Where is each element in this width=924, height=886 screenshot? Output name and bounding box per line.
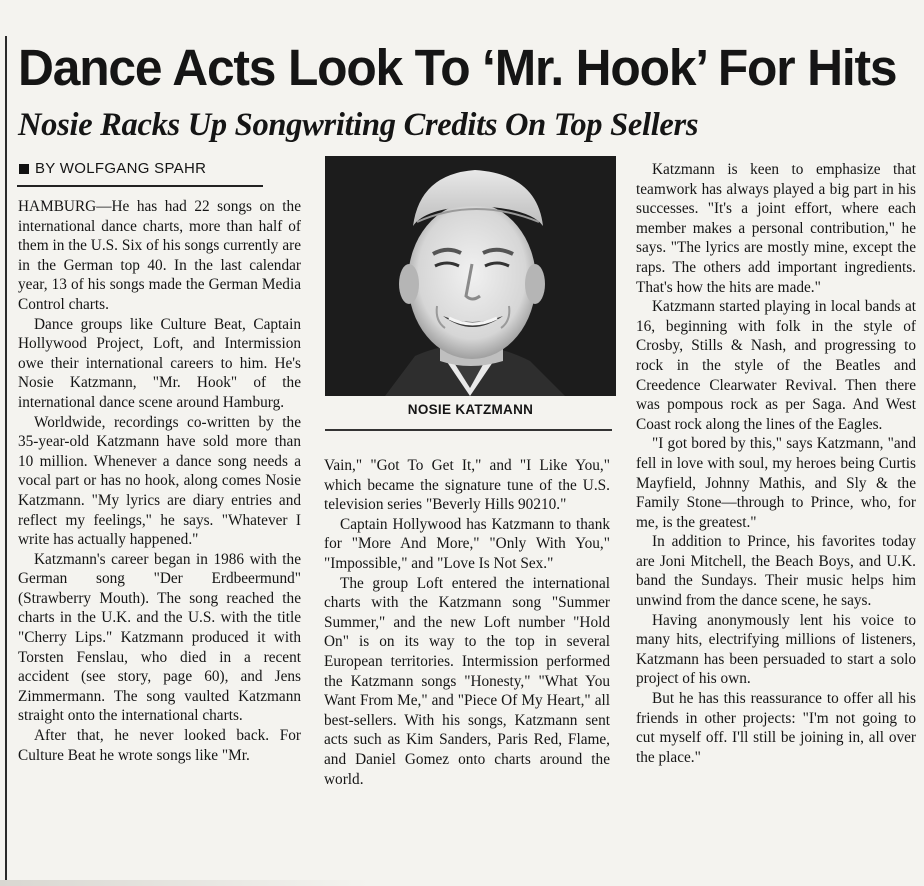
paragraph: In addition to Prince, his favorites today are Joni Mitchell, the Beach Boys, and U.K. band the Sundays. Their music helps him unwind from the dance scene, he says. <box>636 533 916 610</box>
paragraph: Katzmann's career began in 1986 with the German song "Der Erdbeermund" (Strawberry Mouth). The song reached the charts in the U.K. and the U.S. with the title "Cherry Lips." Katzmann produced it with Torsten Fenslau, who died in a recent accident (see story, page 60), and Jens Zimmermann. The song vaulted Katzmann straight onto the international charts. <box>18 550 301 725</box>
article-column-2 <box>324 456 610 789</box>
byline-square-icon <box>19 164 29 174</box>
portrait-photo <box>325 156 616 396</box>
paragraph: Vain," "Got To Get It," and "I Like You," which became the signature tune of the U.S. television series "Beverly Hills 90210." <box>324 457 610 514</box>
portrait-photo-graphic <box>325 156 616 396</box>
article-column-3 <box>636 160 916 767</box>
paragraph: Having anonymously lent his voice to many hits, electrifying millions of listeners, Katzmann has been persuaded to start a solo project of his own. <box>636 611 916 688</box>
page-edge <box>0 880 924 886</box>
paragraph: Katzmann started playing in local bands at 16, beginning with folk in the style of Crosby, Stills & Nash, and progressing to rock in the style of the Beatles and Creedence Clearwater Revival. Then there was pompous rock as per Saga. And West Coast rock along the lines of the Eagles. <box>636 298 916 433</box>
paragraph: Dance groups like Culture Beat, Captain Hollywood Project, Loft, and Intermission owe their international careers to him. He's Nosie Katzmann, "Mr. Hook" of the international dance scene around Hamburg. <box>18 315 301 411</box>
paragraph: HAMBURG—He has had 22 songs on the international dance charts, more than half of them in the U.S. Six of his songs currently are in the German top 40. In the last calendar year, 13 of his songs made the German Media Control charts. <box>18 198 301 313</box>
headline: Dance Acts Look To ‘Mr. Hook’ For Hits <box>18 39 897 96</box>
paragraph: The group Loft entered the international charts with the Katzmann song "Summer Summer," and the new Loft number "Hold On" is on its way to the top in several European territories. Intermission performed the Katzmann songs "Honesty," "What You Want From Me," and "Piece Of My Heart," all best-sellers. With his songs, Katzmann sent acts such as Kim Sanders, Paris Red, Flame, and Daniel Gomez onto charts around the world. <box>324 574 610 788</box>
article-column-1 <box>18 197 301 765</box>
paragraph: Worldwide, recordings co-written by the 35-year-old Katzmann have sold more than 10 million. Whenever a dance song needs a vocal part or has no hook, along comes Nosie Katzmann. "My lyrics are diary entries and reflect my feelings," he says. "Whatever I write has actually happened." <box>18 413 301 549</box>
byline <box>19 159 206 179</box>
caption-rule <box>325 429 612 431</box>
paragraph: Katzmann is keen to emphasize that teamwork has always played a big part in his successes. "It's a joint effort, where each member makes a personal contribution," he says. "The lyrics are mostly mine, except the raps. The others add important ingredients. That's how the hits are made." <box>636 161 916 296</box>
byline-rule <box>17 185 263 187</box>
paragraph: After that, he never looked back. For Culture Beat he wrote songs like "Mr. <box>18 727 301 764</box>
column-rule <box>5 36 7 886</box>
paragraph: Captain Hollywood has Katzmann to thank for "More And More," "Only With You," "Impossible," and "Love Is Not Sex." <box>324 515 610 572</box>
byline-text: BY WOLFGANG SPAHR <box>35 160 207 177</box>
paragraph: But he has this reassurance to offer all his friends in other projects: "I'm not going to cut myself off. I'll still be joining in, all over the place." <box>636 690 916 766</box>
photo-caption: NOSIE KATZMANN <box>407 402 534 417</box>
paragraph: "I got bored by this," says Katzmann, "and fell in love with soul, my heroes being Curtis Mayfield, Johnny Mathis, and Sly & the Family Stone—through to Prince, who, for me, is the greatest." <box>636 435 916 531</box>
subheadline: Nosie Racks Up Songwriting Credits On Top Sellers <box>18 107 699 143</box>
